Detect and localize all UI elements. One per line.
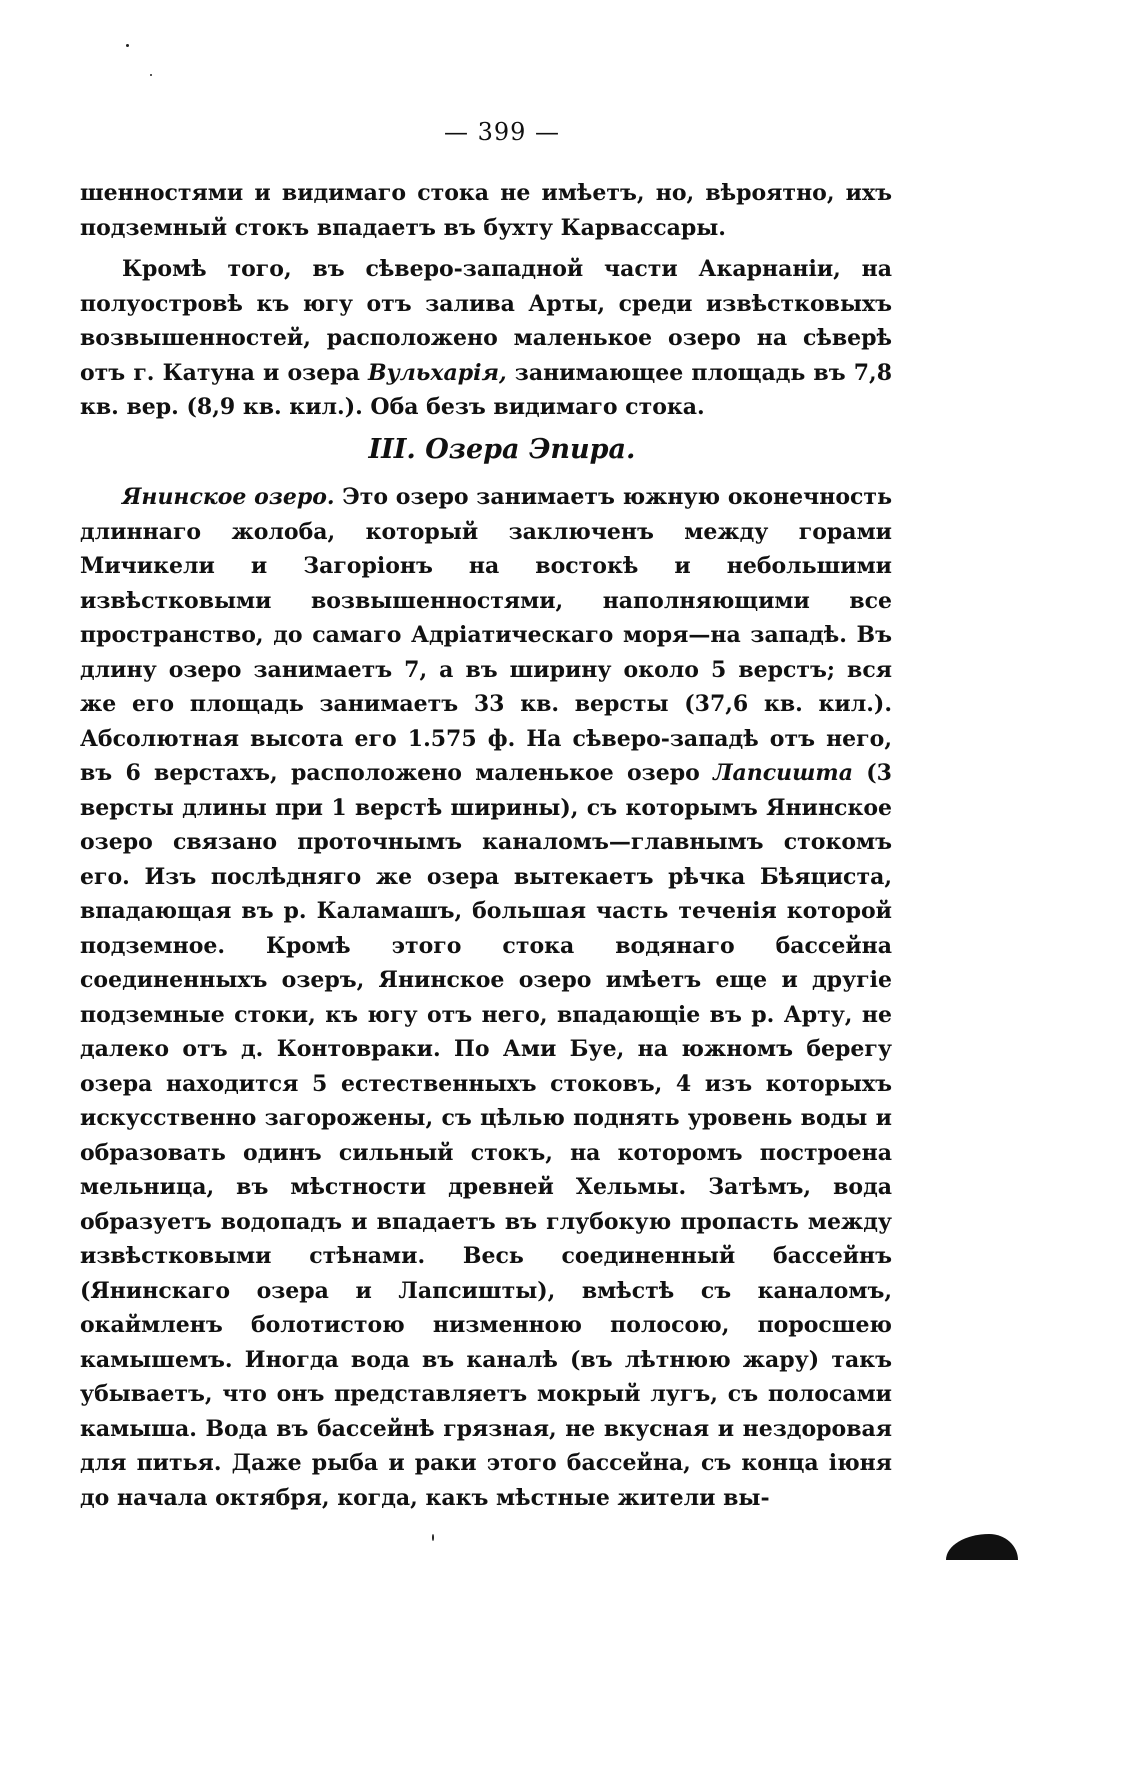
lake-name-vulkharia: Вульхарія,	[368, 359, 507, 386]
scan-corner-blot	[946, 1534, 1018, 1560]
paragraph-lead-term: Янинское озеро.	[122, 484, 335, 510]
section-heading: III. Озера Эпира.	[368, 434, 636, 465]
page-number: — 399 —	[443, 118, 561, 146]
paragraph-akarnania-text-start: Кромѣ того, въ сѣверо-западной части Акарнаніи, на полуостровѣ къ югу отъ залива Арты, среди извѣстковыхъ возвышенностей, расположено маленькое озеро на сѣверѣ отъ г. Катуна и озера	[80, 256, 892, 386]
paragraph-akarnania-text-end: занимающее площадь въ 7,8 кв. вер. (8,9 кв. кил.). Оба безъ видимаго стока.	[80, 359, 893, 420]
paragraph-yanina-text-2: (3 версты длины при 1 верстѣ ширины), съ которымъ Янинское озеро связано проточнымъ каналомъ—главнымъ стокомъ его. Изъ послѣдняго же озера вытекаетъ рѣчка Бѣяциста, впадающая въ р. Каламашъ, большая часть теченія которой подземное. Кромѣ этого стока водянаго бассейна соединенныхъ озеръ, Янинское озеро имѣетъ еще и другіе подземные стоки, къ югу отъ него, впадающіе въ р. Арту, не далеко отъ д. Контовраки. По Ами Буе, на южномъ берегу озера находится 5 естественныхъ стоковъ, 4 изъ которыхъ искусственно загорожены, съ цѣлью поднять уровень воды и образовать одинъ сильный стокъ, на которомъ построена мельница, въ мѣстности древней Хельмы. Затѣмъ, вода образуетъ водопадъ и впадаетъ въ глубокую пропасть между извѣстковыми стѣнами. Весь соединенный бассейнъ (Янинскаго озера и Лапсишты), вмѣстѣ съ каналомъ, окаймленъ болотистою низменною полосою, поросшею камышемъ. Иногда вода въ каналѣ (въ лѣтнюю жару) такъ убываетъ, что онъ представляетъ мокрый лугъ, съ полосами камыша. Вода въ бассейнѣ грязная, не вкусная и нездоровая для питья. Даже рыба и раки этого бассейна, съ конца іюня до начала октября, когда, какъ мѣстные жители вы-	[80, 760, 892, 1511]
paragraph-continuation: шенностями и видимаго стока не имѣетъ, но, вѣроятно, ихъ подземный стокъ впадаетъ въ бухту Карвассары.	[80, 180, 892, 241]
scan-speck	[126, 44, 129, 47]
paragraph-akarnania	[80, 252, 892, 425]
paragraph-yanina-lake	[80, 480, 892, 1515]
lake-name-lapsishta: Лапсишта	[713, 760, 853, 786]
paragraph-yanina-text-1: Это озеро занимаетъ южную оконечность длиннаго жолоба, который заключенъ между горами Мичикели и Загоріонъ на востокѣ и небольшими извѣстковыми возвышенностями, наполняющими все пространство, до самаго Адріатическаго моря—на западѣ. Въ длину озеро занимаетъ 7, а въ ширину около 5 верстъ; вся же его площадь занимаетъ 33 кв. версты (37,6 кв. кил.). Абсолютная высота его 1.575 ф. На сѣверо-западѣ отъ него, въ 6 верстахъ, расположено маленькое озеро	[80, 484, 892, 786]
scan-speck	[432, 1534, 434, 1541]
scan-speck	[150, 74, 152, 76]
